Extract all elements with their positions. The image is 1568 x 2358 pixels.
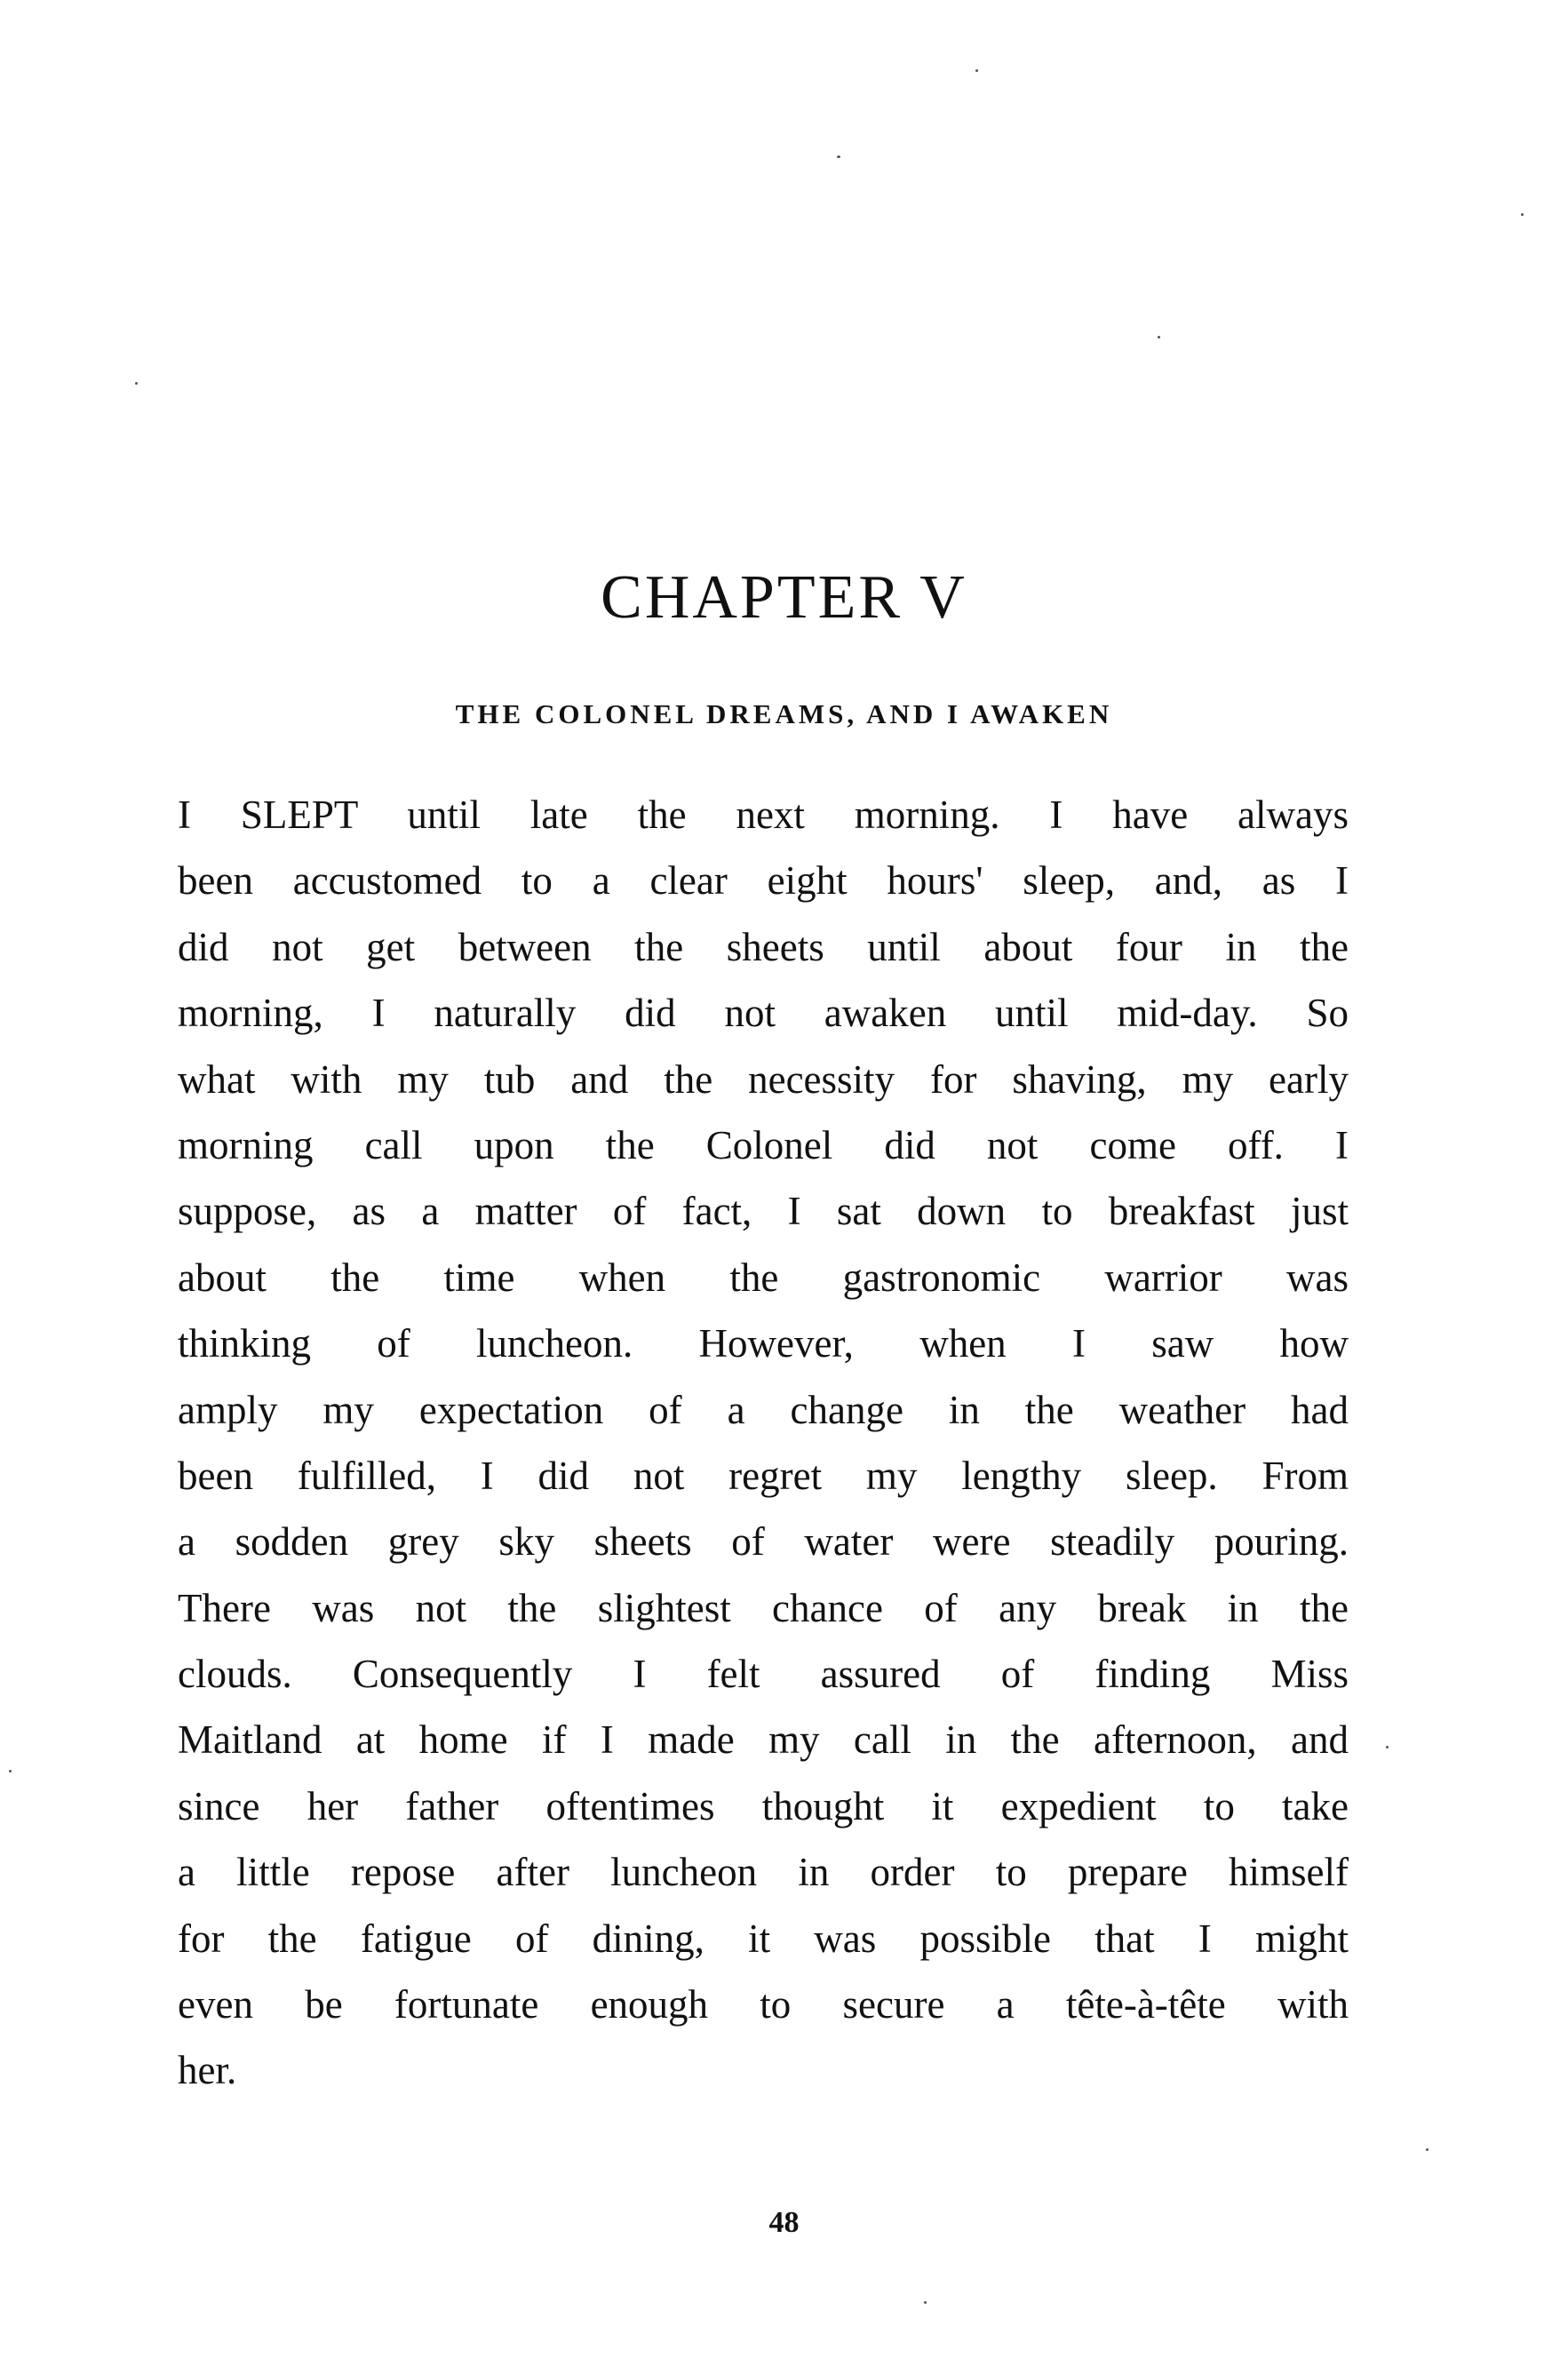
text-line: for the fatigue of dining, it was possible that I might xyxy=(178,1916,1349,1961)
chapter-subtitle: THE COLONEL DREAMS, AND I AWAKEN xyxy=(455,698,1113,729)
text-line: since her father oftentimes thought it expedient to take xyxy=(178,1783,1349,1828)
text-line: her. xyxy=(178,2048,237,2093)
chapter-title: CHAPTER V xyxy=(601,563,967,632)
text-line: thinking of luncheon. However, when I saw how xyxy=(178,1321,1349,1366)
scan-speck xyxy=(975,69,978,72)
text-line: clouds. Consequently I felt assured of finding Miss xyxy=(178,1652,1349,1697)
scan-speck xyxy=(1158,336,1160,339)
scan-speck xyxy=(837,155,840,158)
text-line: I SLEPT until late the next morning. I have always xyxy=(178,793,1349,837)
text-line: been accustomed to a clear eight hours' sleep, and, as I xyxy=(178,858,1349,904)
scan-speck xyxy=(1521,213,1524,216)
text-line: morning call upon the Colonel did not come off. I xyxy=(178,1122,1349,1167)
scan-speck xyxy=(1386,1746,1389,1749)
scan-speck xyxy=(1426,2148,1429,2151)
body-text xyxy=(178,782,1349,2104)
text-line: about the time when the gastronomic warrior was xyxy=(178,1255,1349,1300)
text-line: been fulfilled, I did not regret my lengthy sleep. From xyxy=(178,1453,1349,1498)
page-number: 48 xyxy=(768,2206,800,2239)
scan-speck xyxy=(135,382,138,385)
text-line: There was not the slightest chance of any break in the xyxy=(178,1585,1349,1630)
scan-speck xyxy=(9,1770,12,1772)
text-line: did not get between the sheets until about four in the xyxy=(178,924,1349,969)
scan-speck xyxy=(924,2301,927,2304)
text-line: morning, I naturally did not awaken until mid-day. So xyxy=(178,991,1349,1036)
text-line: a little repose after luncheon in order to prepare himself xyxy=(178,1850,1349,1895)
text-line: suppose, as a matter of fact, I sat down to breakfast just xyxy=(178,1189,1349,1234)
text-line: what with my tub and the necessity for shaving, my early xyxy=(178,1056,1349,1102)
text-line: Maitland at home if I made my call in the afternoon, and xyxy=(178,1717,1349,1763)
text-line: even be fortunate enough to secure a tête-à-tête with xyxy=(178,1982,1349,2027)
text-line: amply my expectation of a change in the weather had xyxy=(178,1387,1349,1432)
text-line: a sodden grey sky sheets of water were steadily pouring. xyxy=(178,1519,1349,1565)
